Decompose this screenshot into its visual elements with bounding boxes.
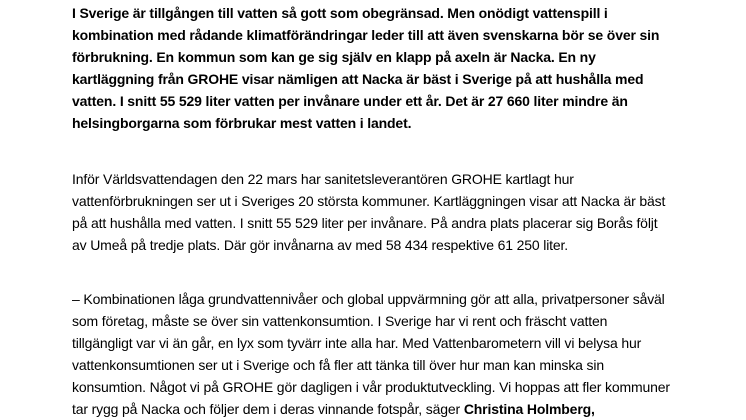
quote-line: konsumtion. Något vi på GROHE gör dagligen i vår produktutveckling. Vi hoppas att fler kommuner: [72, 379, 670, 395]
lead-paragraph: [72, 2, 659, 134]
body-line: Inför Världsvattendagen den 22 mars har sanitetsleverantören GROHE kartlagt hur: [72, 171, 574, 187]
body-paragraph-quote: [72, 288, 670, 420]
body-line: av Umeå på tredje plats. Där gör invånarna av med 58 434 respektive 61 250 liter.: [72, 237, 569, 253]
quote-line: vattenkonsumtionen ser ut i Sverige och få fler att tänka till över hur man kan minska sin: [72, 357, 604, 373]
lead-line: kartläggning från GROHE visar nämligen att Nacka är bäst i Sverige på att hushålla med: [72, 71, 644, 87]
speaker-name: Christina Holmberg,: [463, 401, 595, 417]
quote-line-last: [72, 398, 670, 420]
lead-line: förbrukning. En kommun som kan ge sig själv en klapp på axeln är Nacka. En ny: [72, 49, 596, 65]
body-line: på att hushålla med vatten. I snitt 55 529 liter per invånare. På andra plats placerar sig Borås följt: [72, 215, 658, 231]
quote-line-text: tar rygg på Nacka och följer dem i deras vinnande fotspår, säger: [72, 401, 464, 417]
lead-line: kombination med rådande klimatförändringar leder till att även svenskarna bör se över sin: [72, 27, 660, 43]
lead-line: vatten. I snitt 55 529 liter vatten per invånare under ett år. Det är 27 660 liter mindre än: [72, 93, 628, 109]
lead-line: helsingborgarna som förbrukar mest vatten i landet.: [72, 115, 412, 131]
lead-line: I Sverige är tillgången till vatten så gott som obegränsad. Men onödigt vattenspill i: [72, 5, 608, 21]
body-paragraph-world-water-day: [72, 168, 665, 256]
body-line: vattenförbrukningen ser ut i Sveriges 20 största kommuner. Kartläggningen visar att Nacka är bäst: [72, 193, 666, 209]
quote-line: tillgängligt var vi än går, en lyx som tyvärr inte alla har. Med Vattenbarometern vill vi belysa hur: [72, 335, 642, 351]
quote-line: – Kombinationen låga grundvattennivåer och global uppvärmning gör att alla, privatpersoner såväl: [72, 291, 665, 307]
quote-line: som företag, måste se över sin vattenkonsumtion. I Sverige har vi rent och fräscht vatten: [72, 313, 608, 329]
